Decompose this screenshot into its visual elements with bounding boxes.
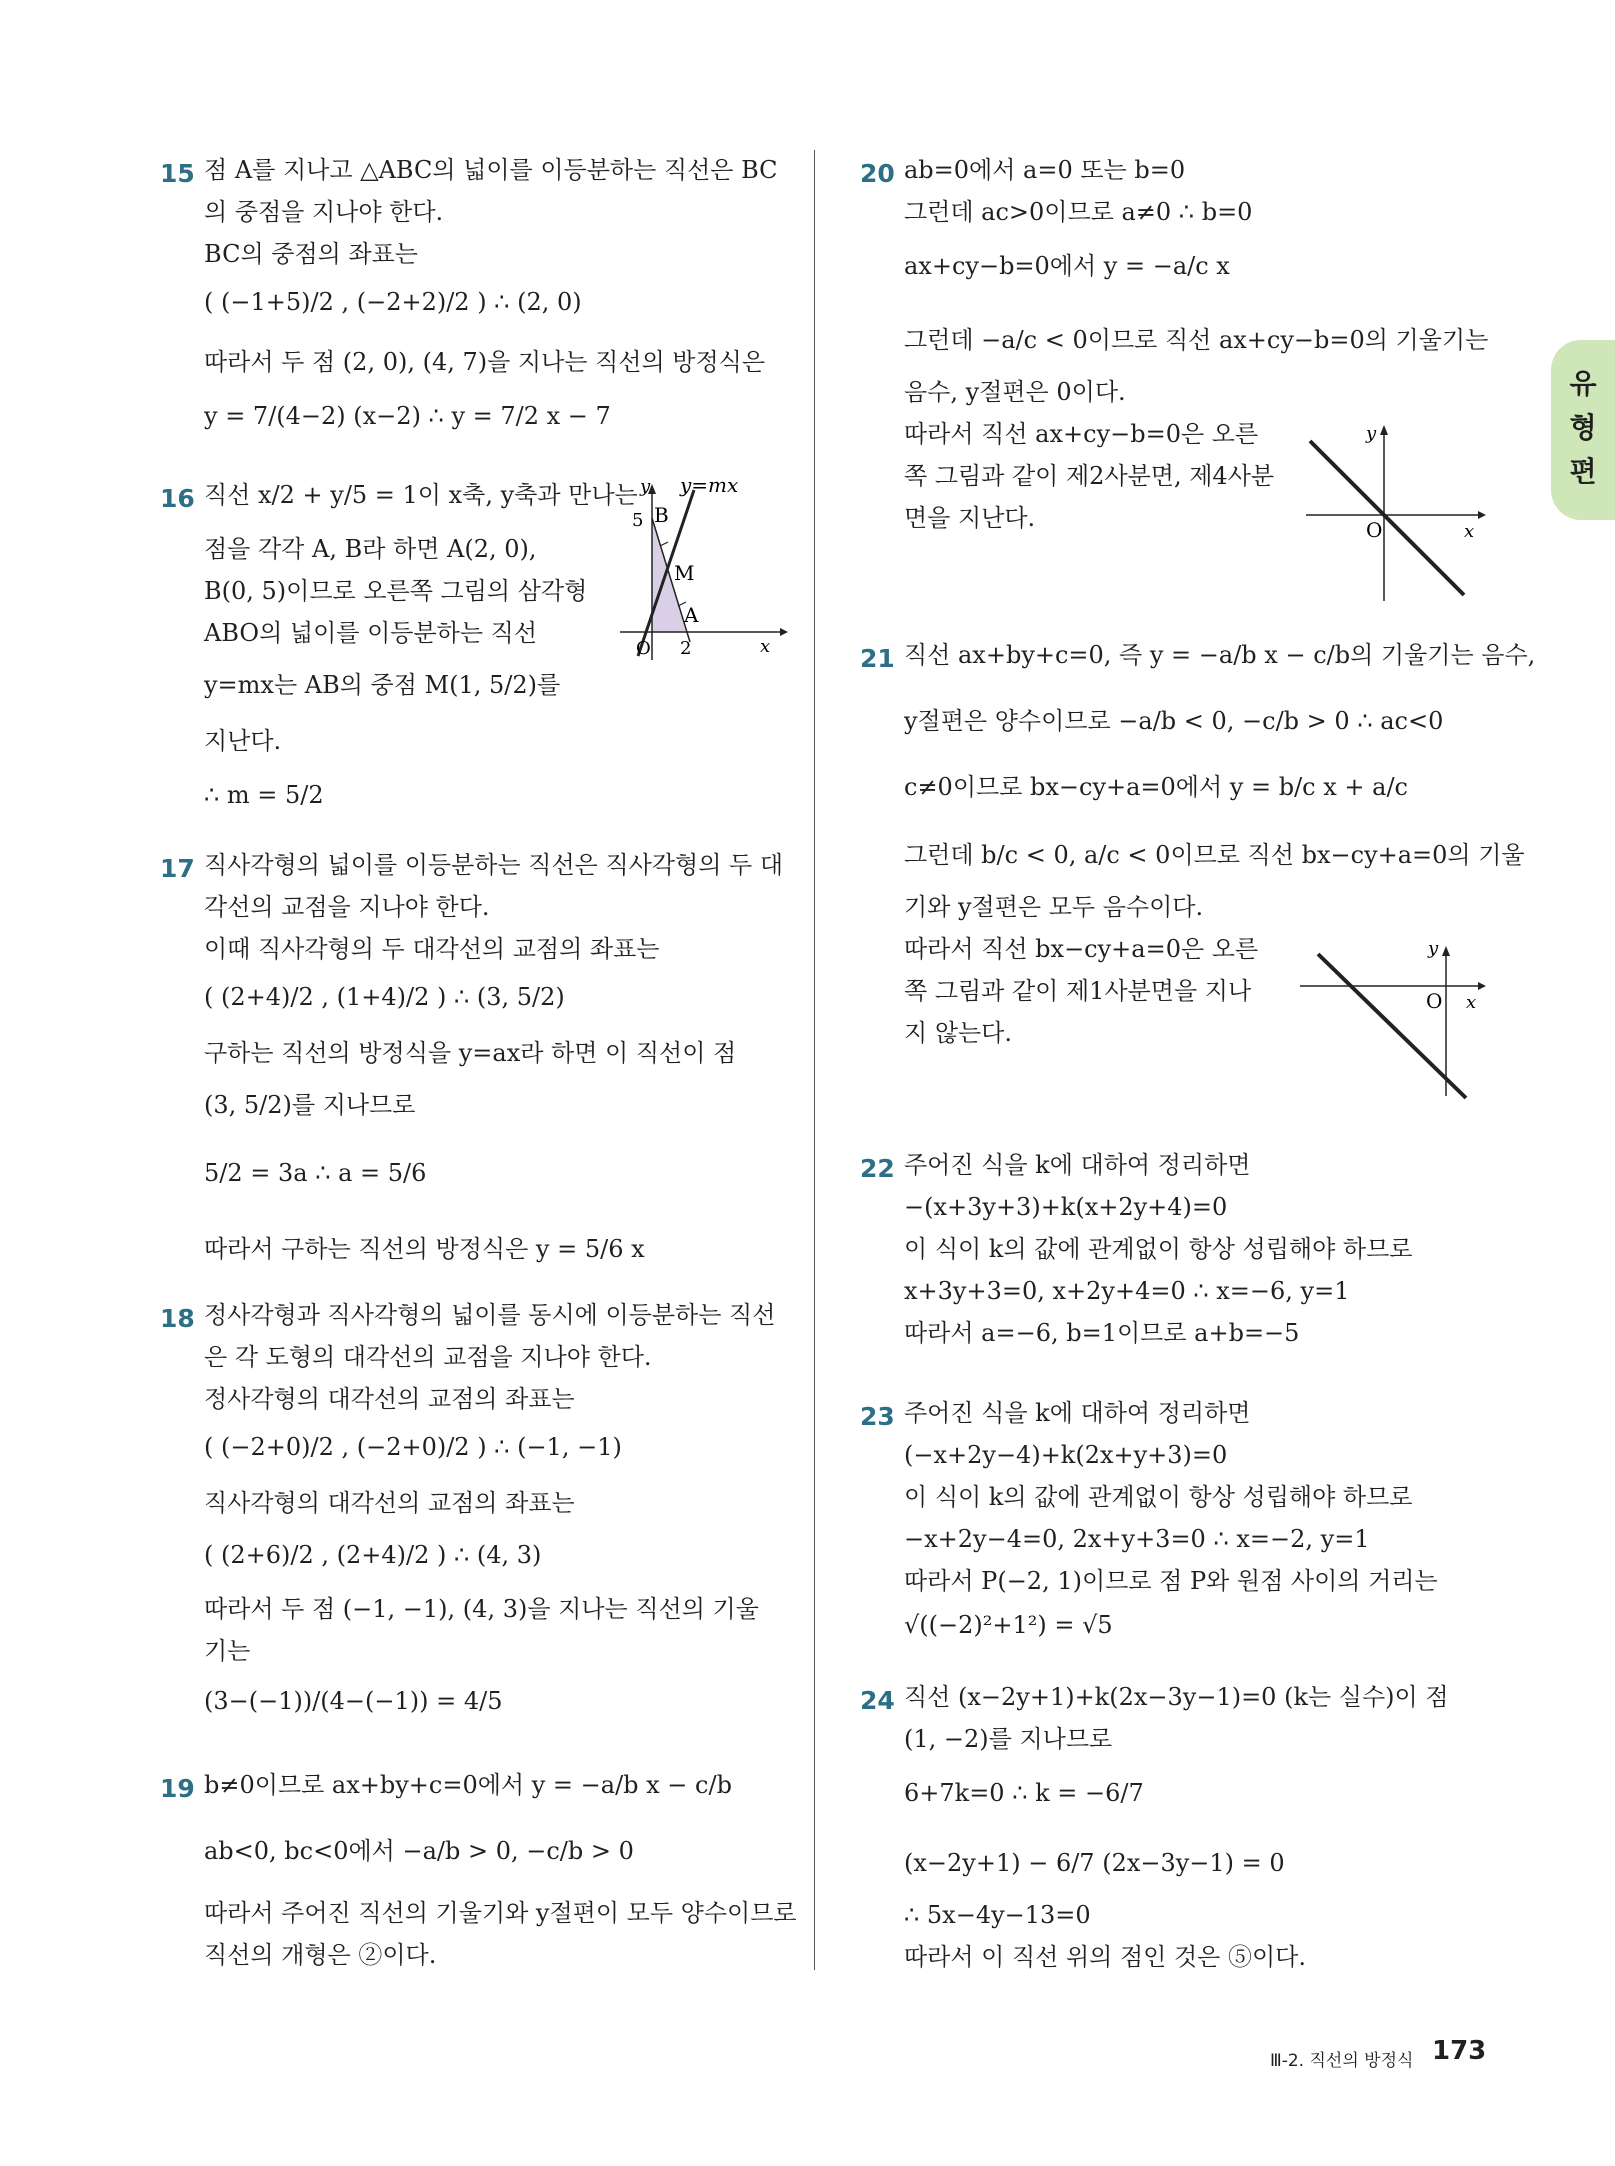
y-axis-arrow <box>1442 946 1450 956</box>
formula-line: 6+7k=0 ∴ k = −6/7 <box>904 1779 1144 1807</box>
text-line: 정사각형의 대각선의 교점의 좌표는 <box>204 1385 575 1413</box>
text-line: 따라서 직선 bx−cy+a=0은 오른 <box>904 935 1259 963</box>
text-line: 직사각형의 넓이를 이등분하는 직선은 직사각형의 두 대 <box>204 851 784 879</box>
problem-number: 21 <box>860 644 895 673</box>
text-line: 은 각 도형의 대각선의 교점을 지나야 한다. <box>204 1343 652 1371</box>
text-line: 의 중점을 지나야 한다. <box>204 198 444 226</box>
problem-number: 22 <box>860 1154 895 1183</box>
five-label: 5 <box>632 510 644 531</box>
formula-line: (3−(−1))/(4−(−1)) = 4/5 <box>204 1687 503 1715</box>
problem-number: 23 <box>860 1402 895 1431</box>
text-line: 기는 <box>204 1637 251 1665</box>
graph-line <box>1318 954 1466 1098</box>
side-tab <box>1551 340 1615 520</box>
x-axis-arrow <box>1478 982 1486 990</box>
formula-line: 따라서 구하는 직선의 방정식은 y = 5/6 x <box>204 1235 645 1263</box>
two-label: 2 <box>680 638 692 659</box>
tick-mark <box>660 542 668 546</box>
problem-number: 15 <box>160 159 195 188</box>
text-line: BC의 중점의 좌표는 <box>204 240 418 268</box>
text-line: 음수, y절편은 0이다. <box>904 378 1126 406</box>
y-axis-arrow <box>1380 425 1388 435</box>
text-line: 이 식이 k의 값에 관계없이 항상 성립해야 하므로 <box>904 1235 1413 1263</box>
formula-line: ∴ 5x−4y−13=0 <box>904 1901 1091 1929</box>
graph-not-quadrant-1 <box>1290 940 1490 1100</box>
text-line: 구하는 직선의 방정식을 y=ax라 하면 이 직선이 점 <box>204 1039 737 1067</box>
formula-line: 그런데 ac>0이므로 a≠0 ∴ b=0 <box>904 198 1253 226</box>
text-line: 따라서 이 직선 위의 점인 것은 ⑤이다. <box>904 1943 1306 1971</box>
formula-line: 따라서 a=−6, b=1이므로 a+b=−5 <box>904 1319 1300 1347</box>
problem-number: 18 <box>160 1304 195 1333</box>
origin-label: O <box>1366 518 1383 542</box>
origin-label: O <box>1426 989 1443 1013</box>
problem-number: 17 <box>160 854 195 883</box>
footer-section: Ⅲ-2. 직선의 방정식 <box>1270 2051 1414 2071</box>
point-m-label: M <box>674 561 695 585</box>
text-line: y=mx는 AB의 중점 M(1, 5/2)를 <box>204 671 561 699</box>
problem-number: 24 <box>860 1686 895 1715</box>
formula-line: ( (−2+0)/2 , (−2+0)/2 ) ∴ (−1, −1) <box>204 1433 622 1461</box>
formula-line: ( (2+6)/2 , (2+4)/2 ) ∴ (4, 3) <box>204 1541 542 1569</box>
formula-line: 그런데 b/c < 0, a/c < 0이므로 직선 bx−cy+a=0의 기울 <box>904 841 1525 869</box>
text-line: 주어진 식을 k에 대하여 정리하면 <box>904 1399 1251 1427</box>
text-line: 지 않는다. <box>904 1019 1012 1047</box>
x-axis-arrow <box>1478 511 1486 519</box>
y-label: y <box>1366 423 1377 444</box>
formula-line: ∴ m = 5/2 <box>204 781 324 809</box>
formula-line: ( (2+4)/2 , (1+4)/2 ) ∴ (3, 5/2) <box>204 983 565 1011</box>
formula-line: 직선 (x−2y+1)+k(2x−3y−1)=0 (k는 실수)이 점 <box>904 1683 1449 1711</box>
text-line: 쪽 그림과 같이 제2사분면, 제4사분 <box>904 462 1275 490</box>
graph-quadrants-2-4 <box>1300 415 1490 605</box>
text-line: 주어진 식을 k에 대하여 정리하면 <box>904 1151 1251 1179</box>
formula-line: (−x+2y−4)+k(2x+y+3)=0 <box>904 1441 1228 1469</box>
formula-line: 5/2 = 3a ∴ a = 5/6 <box>204 1159 427 1187</box>
x-label: x <box>760 636 771 657</box>
problem-number: 16 <box>160 484 195 513</box>
formula-line: −(x+3y+3)+k(x+2y+4)=0 <box>904 1193 1228 1221</box>
text-line: 기와 y절편은 모두 음수이다. <box>904 893 1204 921</box>
formula-line: b≠0이므로 ax+by+c=0에서 y = −a/b x − c/b <box>204 1771 732 1799</box>
triangle-figure <box>610 470 790 670</box>
formula-line: y = 7/(4−2) (x−2) ∴ y = 7/2 x − 7 <box>204 402 611 430</box>
y-label: y <box>1428 940 1439 959</box>
formula-line: √((−2)²+1²) = √5 <box>904 1611 1113 1639</box>
text-line: 직선 x/2 + y/5 = 1이 x축, y축과 만나는 <box>204 481 638 509</box>
text-line: 쪽 그림과 같이 제1사분면을 지나 <box>904 977 1252 1005</box>
formula-line: (x−2y+1) − 6/7 (2x−3y−1) = 0 <box>904 1849 1285 1877</box>
formula-line: ( (−1+5)/2 , (−2+2)/2 ) ∴ (2, 0) <box>204 288 582 316</box>
text-line: 점을 각각 A, B라 하면 A(2, 0), <box>204 535 537 563</box>
page-number: 173 <box>1432 2036 1487 2066</box>
formula-line: c≠0이므로 bx−cy+a=0에서 y = b/c x + a/c <box>904 773 1408 801</box>
text-line: 그런데 −a/c < 0이므로 직선 ax+cy−b=0의 기울기는 <box>904 326 1489 354</box>
text-line: 따라서 주어진 직선의 기울기와 y절편이 모두 양수이므로 <box>204 1899 797 1927</box>
text-line: (1, −2)를 지나므로 <box>904 1725 1113 1753</box>
text-line: 따라서 두 점 (2, 0), (4, 7)을 지나는 직선의 방정식은 <box>204 348 766 376</box>
formula-line: 직선 ax+by+c=0, 즉 y = −a/b x − c/b의 기울기는 음수, <box>904 641 1536 669</box>
text-line: 지난다. <box>204 727 282 755</box>
problem-number: 19 <box>160 1774 195 1803</box>
y-label: y <box>640 476 651 497</box>
text-line: ABO의 넓이를 이등분하는 직선 <box>204 619 537 647</box>
point-b-label: B <box>654 503 669 527</box>
graph-line <box>1310 441 1464 595</box>
text-line: 따라서 직선 ax+cy−b=0은 오른 <box>904 420 1259 448</box>
side-tab-label: 유형편 <box>1569 367 1597 488</box>
column-divider <box>814 150 815 1970</box>
x-label: x <box>1466 992 1477 1013</box>
text-line: 따라서 두 점 (−1, −1), (4, 3)을 지나는 직선의 기울 <box>204 1595 759 1623</box>
formula-line: −x+2y−4=0, 2x+y+3=0 ∴ x=−2, y=1 <box>904 1525 1370 1553</box>
text-line: 각선의 교점을 지나야 한다. <box>204 893 490 921</box>
formula-line: ab=0에서 a=0 또는 b=0 <box>904 156 1186 184</box>
x-label: x <box>1464 521 1475 542</box>
x-axis-arrow <box>780 628 788 636</box>
text-line: 이때 직사각형의 두 대각선의 교점의 좌표는 <box>204 935 660 963</box>
text-line: 정사각형과 직사각형의 넓이를 동시에 이등분하는 직선 <box>204 1301 776 1329</box>
text-line: B(0, 5)이므로 오른쪽 그림의 삼각형 <box>204 577 588 605</box>
origin-label: O <box>636 638 651 659</box>
text-line: 면을 지난다. <box>904 504 1036 532</box>
text-line: (3, 5/2)를 지나므로 <box>204 1091 416 1119</box>
formula-line: ax+cy−b=0에서 y = −a/c x <box>904 252 1230 280</box>
text-line: 따라서 P(−2, 1)이므로 점 P와 원점 사이의 거리는 <box>904 1567 1438 1595</box>
problem-number: 20 <box>860 159 895 188</box>
point-a-label: A <box>684 603 699 627</box>
line-label: y=mx <box>680 473 739 497</box>
text-line: 이 식이 k의 값에 관계없이 항상 성립해야 하므로 <box>904 1483 1413 1511</box>
text-line: 점 A를 지나고 △ABC의 넓이를 이등분하는 직선은 BC <box>204 156 778 184</box>
text-line: 직사각형의 대각선의 교점의 좌표는 <box>204 1489 575 1517</box>
formula-line: ab<0, bc<0에서 −a/b > 0, −c/b > 0 <box>204 1837 634 1865</box>
formula-line: x+3y+3=0, x+2y+4=0 ∴ x=−6, y=1 <box>904 1277 1350 1305</box>
text-line: 직선의 개형은 ②이다. <box>204 1941 437 1969</box>
formula-line: y절편은 양수이므로 −a/b < 0, −c/b > 0 ∴ ac<0 <box>904 707 1444 735</box>
